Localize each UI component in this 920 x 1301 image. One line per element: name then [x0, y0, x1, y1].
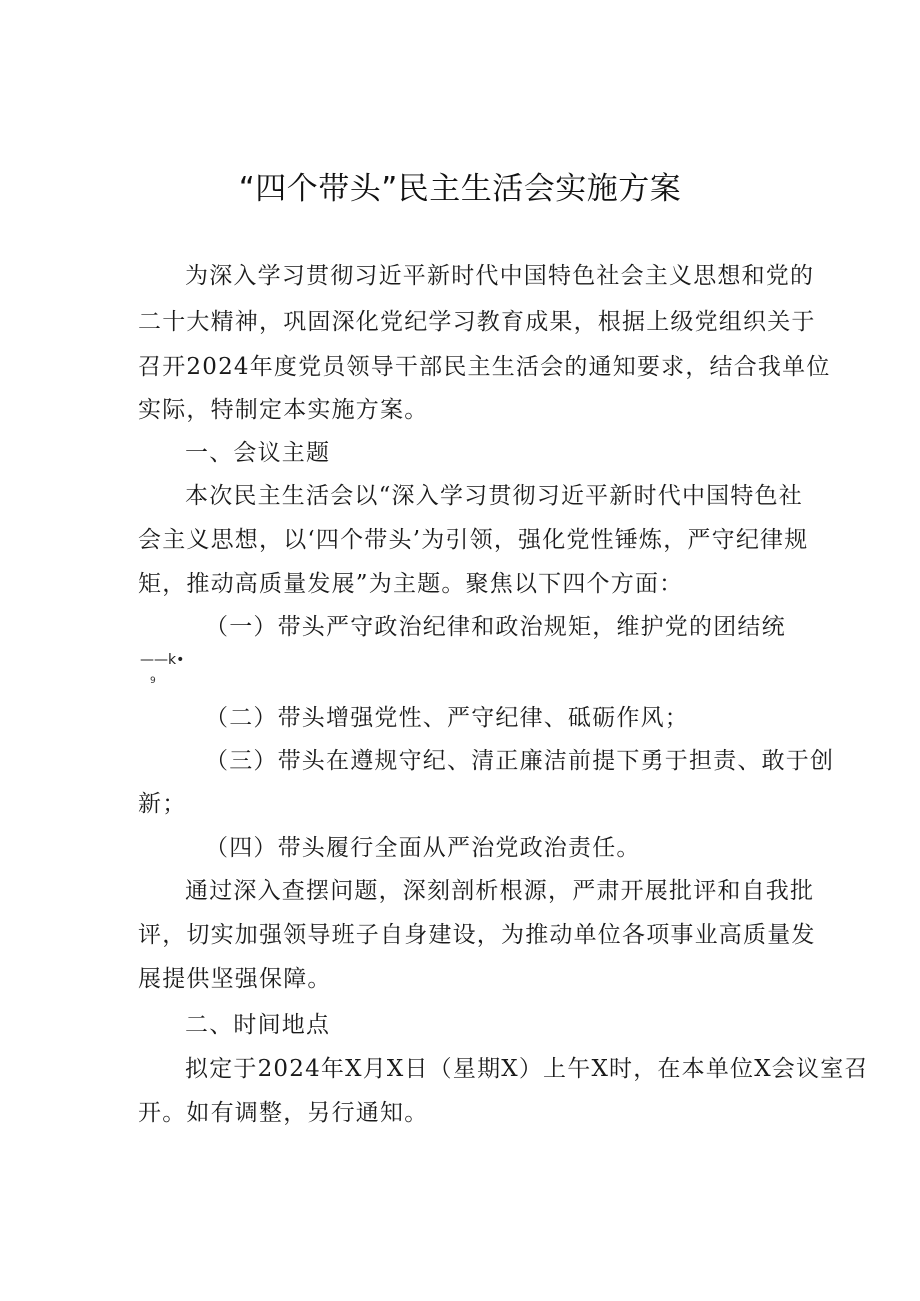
paragraph-line: 为深入学习贯彻习近平新时代中国特色社会主义思想和党的 [185, 263, 815, 289]
paragraph-line: 通过深入查摆问题，深刻剖析根源，严肃开展批评和自我批 [185, 878, 815, 904]
scan-artifact-sub: 9 [150, 676, 156, 686]
list-item-4: （四）带头履行全面从严治党政治责任。 [205, 835, 641, 861]
paragraph-line: 开。如有调整，另行通知。 [138, 1100, 429, 1126]
paragraph-line: 评，切实加强领导班子自身建设，为推动单位各项事业高质量发 [138, 922, 816, 948]
section-heading-theme: 一、会议主题 [185, 440, 331, 466]
paragraph-line: 展提供坚强保障。 [138, 966, 332, 992]
paragraph-line: 实际，特制定本实施方案。 [138, 397, 429, 423]
paragraph-line: 矩，推动高质量发展”为主题。聚焦以下四个方面： [138, 571, 684, 597]
paragraph-line: 会主义思想，以‘四个带头’为引领，强化党性锤炼，严守纪律规 [138, 527, 809, 553]
document-title: “四个带头”民主生活会实施方案 [238, 171, 682, 207]
list-item-1: （一）带头严守政治纪律和政治规矩，维护党的团结统 [205, 614, 786, 640]
list-item-3-cont: 新； [138, 791, 187, 817]
paragraph-line: 拟定于2024年X月X日（星期X）上午X时，在本单位X会议室召 [185, 1056, 869, 1082]
section-heading-time-place: 二、时间地点 [185, 1012, 331, 1038]
paragraph-line: 召开2024年度党员领导干部民主生活会的通知要求，结合我单位 [138, 354, 831, 380]
list-item-3: （三）带头在遵规守纪、清正廉洁前提下勇于担责、敢于创 [205, 748, 835, 774]
paragraph-line: 二十大精神，巩固深化党纪学习教育成果，根据上级党组织关于 [138, 309, 816, 335]
scan-artifact: ——k• [140, 652, 185, 668]
paragraph-line: 本次民主生活会以“深入学习贯彻习近平新时代中国特色社 [185, 483, 803, 509]
list-item-2: （二）带头增强党性、严守纪律、砥砺作风； [205, 705, 689, 731]
